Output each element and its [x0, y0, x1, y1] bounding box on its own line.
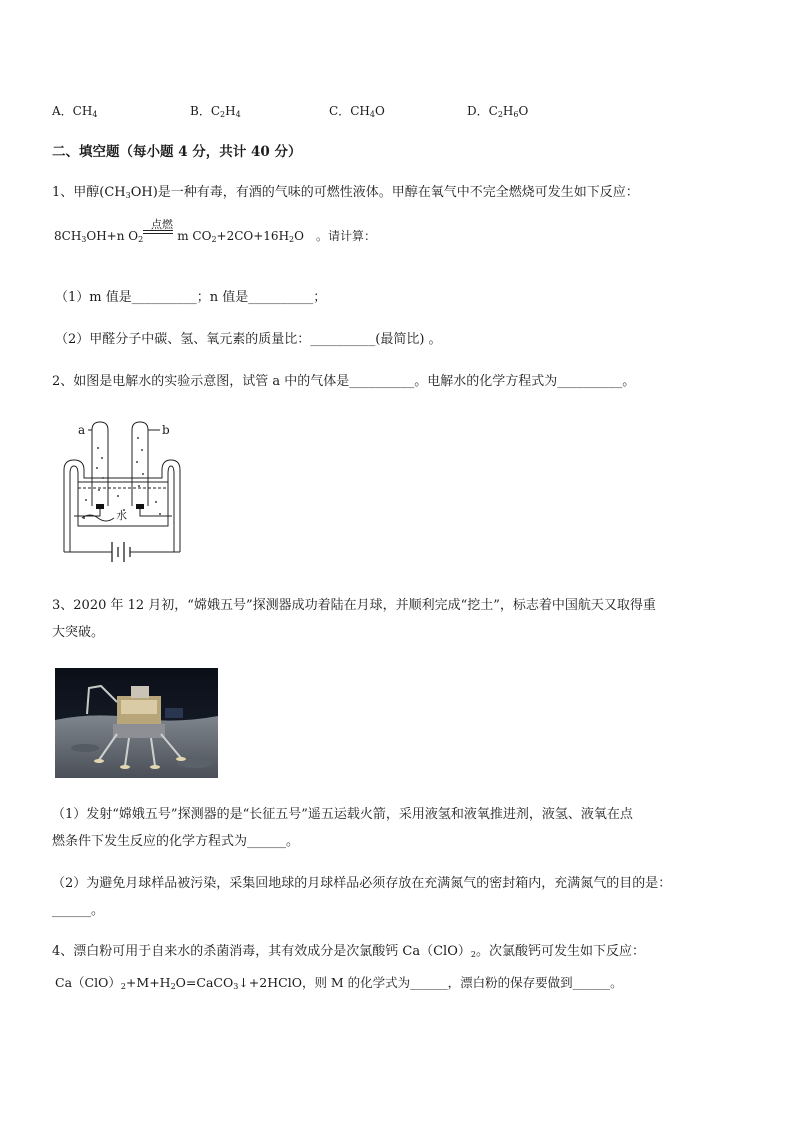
reaction-condition: 点燃: [151, 218, 173, 231]
q1-part1: （1）m 值是__________；n 值是__________；: [55, 290, 327, 305]
q3-text-line1: 3、2020 年 12 月初，“嫦娥五号”探测器成功着陆在月球，并顺利完成“挖土”，标志着中国航天又取得重: [52, 598, 656, 613]
q3-part1-line1: （1）发射“嫦娥五号”探测器的是“长征五号”遥五运载火箭，采用液氢和液氧推进剂，液氢、液氧在点: [52, 807, 633, 822]
option-c: C．$CH_4O$: [329, 104, 385, 119]
q3-text-line2: 大突破。: [52, 625, 105, 640]
option-d: D．$C_2H_6O$: [467, 104, 529, 119]
option-a: A．$CH_4$: [52, 104, 98, 119]
q4-text-line1: 4、漂白粉可用于自来水的杀菌消毒，其有效成分是次氯酸钙 $Ca(ClO)_2$。次氯酸钙可发生如下反应：: [52, 944, 645, 959]
q1-part2: （2）甲醛分子中碳、氢、氧元素的质量比：__________(最简比) 。: [55, 332, 442, 347]
q3-part1-line2: 燃条件下发生反应的化学方程式为______。: [52, 834, 300, 849]
q2-text: 2、如图是电解水的实验示意图，试管 a 中的气体是__________。电解水的化学方程式为__________。: [52, 374, 636, 389]
q1-reaction: $8CH_3OH+n$ $O_2$ m $CO_2+2CO+16H_2O$ 。请计算：: [54, 229, 376, 244]
q1-intro: 1、甲醇$(CH_3OH)$是一种有毒，有酒的气味的可燃性液体。甲醇在氧气中不完全燃烧可发生如下反应：: [52, 185, 639, 200]
option-b: B．$C_2H_4$: [190, 104, 241, 119]
tube-a-label: a: [78, 423, 86, 437]
tube-b-label: b: [162, 423, 170, 437]
section-title: 二、填空题（每小题 4 分，共计 40 分）: [52, 144, 302, 160]
electrolysis-diagram: [60, 418, 185, 570]
q4-text-line2: $Ca(ClO)_2+M+H_2O=CaCO_3↓+2HClO$，则 M 的化学式为______，漂白粉的保存要做到______。: [55, 975, 623, 991]
lunar-lander-photo: [55, 668, 218, 778]
q3-part2-line1: （2）为避免月球样品被污染，采集回地球的月球样品必须存放在充满氮气的密封箱内，充满氮气的目的是：: [52, 876, 672, 891]
water-label: 水: [116, 509, 127, 522]
q3-part2-line2: ______。: [52, 903, 105, 918]
